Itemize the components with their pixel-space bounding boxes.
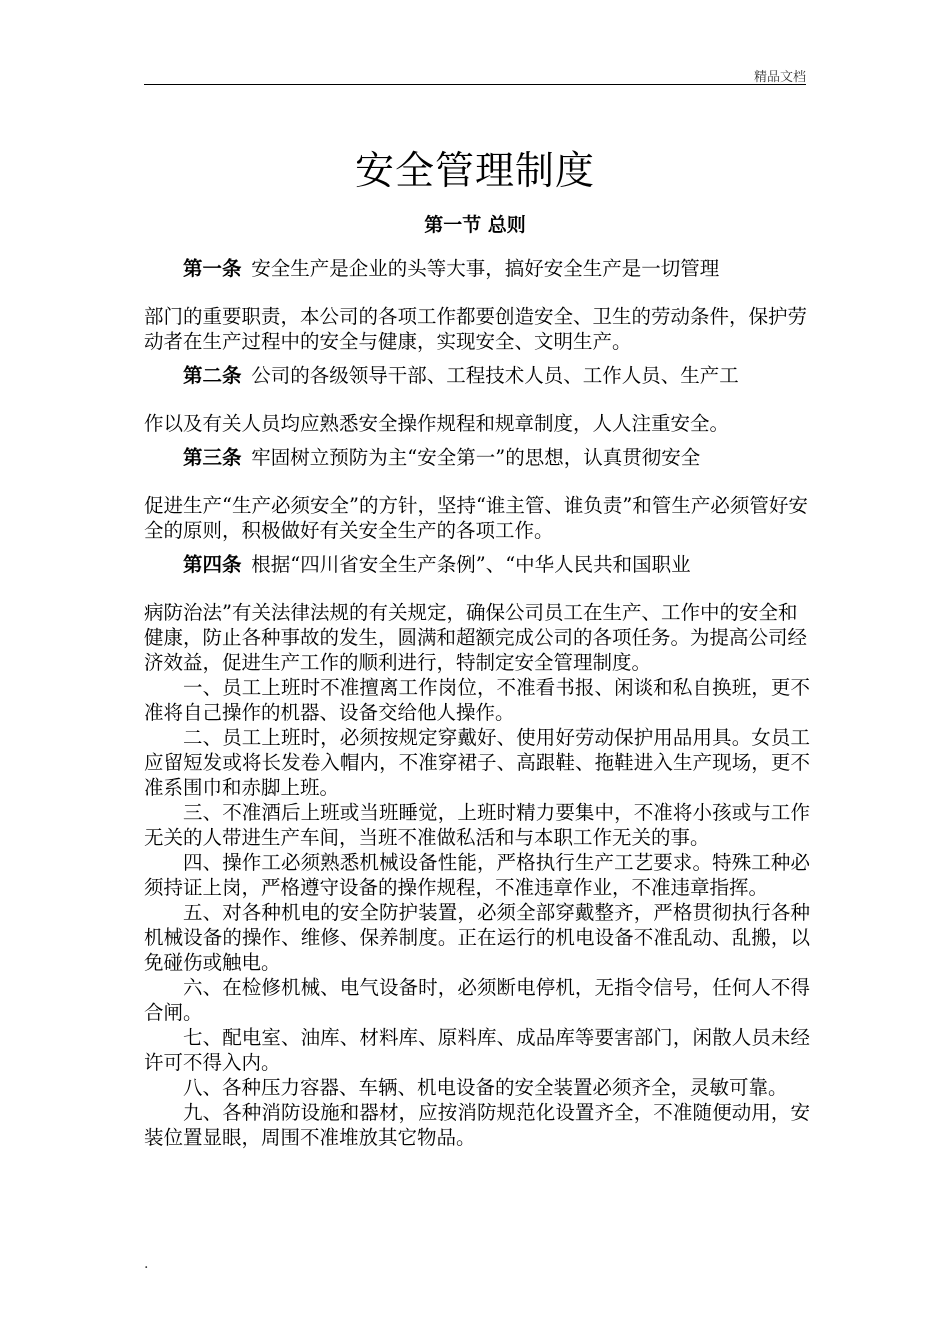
article-first-text: 公司的各级领导干部、工程技术人员、工作人员、生产工 <box>251 364 739 387</box>
article-3 <box>144 445 810 543</box>
article-2 <box>144 363 810 436</box>
article-label: 第四条 <box>183 553 242 576</box>
article-first-line <box>144 363 810 388</box>
rule-item-5: 五、对各种机电的安全防护装置，必须全部穿戴整齐，严格贯彻执行各种机械设备的操作、维修、保养制度。正在运行的机电设备不准乱动、乱搬，以免碰伤或触电。 <box>144 901 810 974</box>
rule-item-1: 一、员工上班时不准擅离工作岗位，不准看书报、闲谈和私自换班，更不准将自己操作的机器、设备交给他人操作。 <box>144 676 810 724</box>
rule-item-9: 九、各种消防设施和器材，应按消防规范化设置齐全，不准随便动用，安装位置显眼，周围不准堆放其它物品。 <box>144 1101 810 1149</box>
article-first-line <box>144 445 810 470</box>
article-rest-text: 病防治法”有关法律法规的有关规定，确保公司员工在生产、工作中的安全和健康，防止各种事故的发生，圆满和超额完成公司的各项任务。为提高公司经济效益，促进生产工作的顺利进行，特制定安全管理制度。 <box>144 601 808 674</box>
article-first-line <box>144 552 810 577</box>
article-label: 第二条 <box>183 364 242 387</box>
header-label: 精品文档 <box>753 70 806 85</box>
article-first-line <box>144 256 810 281</box>
article-first-text: 安全生产是企业的头等大事，搞好安全生产是一切管理 <box>251 257 720 280</box>
footer-mark: . <box>144 1256 149 1272</box>
rule-item-3: 三、不准酒后上班或当班睡觉，上班时精力要集中，不准将小孩或与工作无关的人带进生产车间，当班不准做私活和与本职工作无关的事。 <box>144 801 810 849</box>
rule-item-8: 八、各种压力容器、车辆、机电设备的安全装置必须齐全，灵敏可靠。 <box>183 1076 788 1099</box>
article-rest-text: 促进生产“生产必须安全”的方针，坚持“谁主管、谁负责”和管生产必须管好安全的原则，积极做好有关安全生产的各项工作。 <box>144 494 808 542</box>
article-4 <box>144 552 810 675</box>
article-1 <box>144 256 810 354</box>
rule-item-2: 二、员工上班时，必须按规定穿戴好、使用好劳动保护用品用具。女员工应留短发或将长发卷入帽内，不准穿裙子、高跟鞋、拖鞋进入生产现场，更不准系围巾和赤脚上班。 <box>144 726 810 799</box>
header-rule <box>144 84 806 85</box>
document-title: 安全管理制度 <box>354 149 595 194</box>
rule-item-4: 四、操作工必须熟悉机械设备性能，严格执行生产工艺要求。特殊工种必须持证上岗，严格遵守设备的操作规程，不准违章作业，不准违章指挥。 <box>144 851 810 899</box>
article-rest-text: 部门的重要职责，本公司的各项工作都要创造安全、卫生的劳动条件，保护劳动者在生产过程中的安全与健康，实现安全、文明生产。 <box>144 305 808 353</box>
document-body <box>144 256 810 1150</box>
rule-item-6: 六、在检修机械、电气设备时，必须断电停机，无指令信号，任何人不得合闸。 <box>144 976 810 1024</box>
article-label: 第三条 <box>183 446 242 469</box>
article-first-text: 牢固树立预防为主“安全第一”的思想，认真贯彻安全 <box>251 446 701 469</box>
article-first-text: 根据“四川省安全生产条例”、“中华人民共和国职业 <box>251 553 691 576</box>
section-title: 第一节 总则 <box>424 214 526 236</box>
article-rest-text: 作以及有关人员均应熟悉安全操作规程和规章制度，人人注重安全。 <box>144 412 730 435</box>
article-label: 第一条 <box>183 257 242 280</box>
rule-item-7: 七、配电室、油库、材料库、原料库、成品库等要害部门，闲散人员未经许可不得入内。 <box>144 1026 810 1074</box>
